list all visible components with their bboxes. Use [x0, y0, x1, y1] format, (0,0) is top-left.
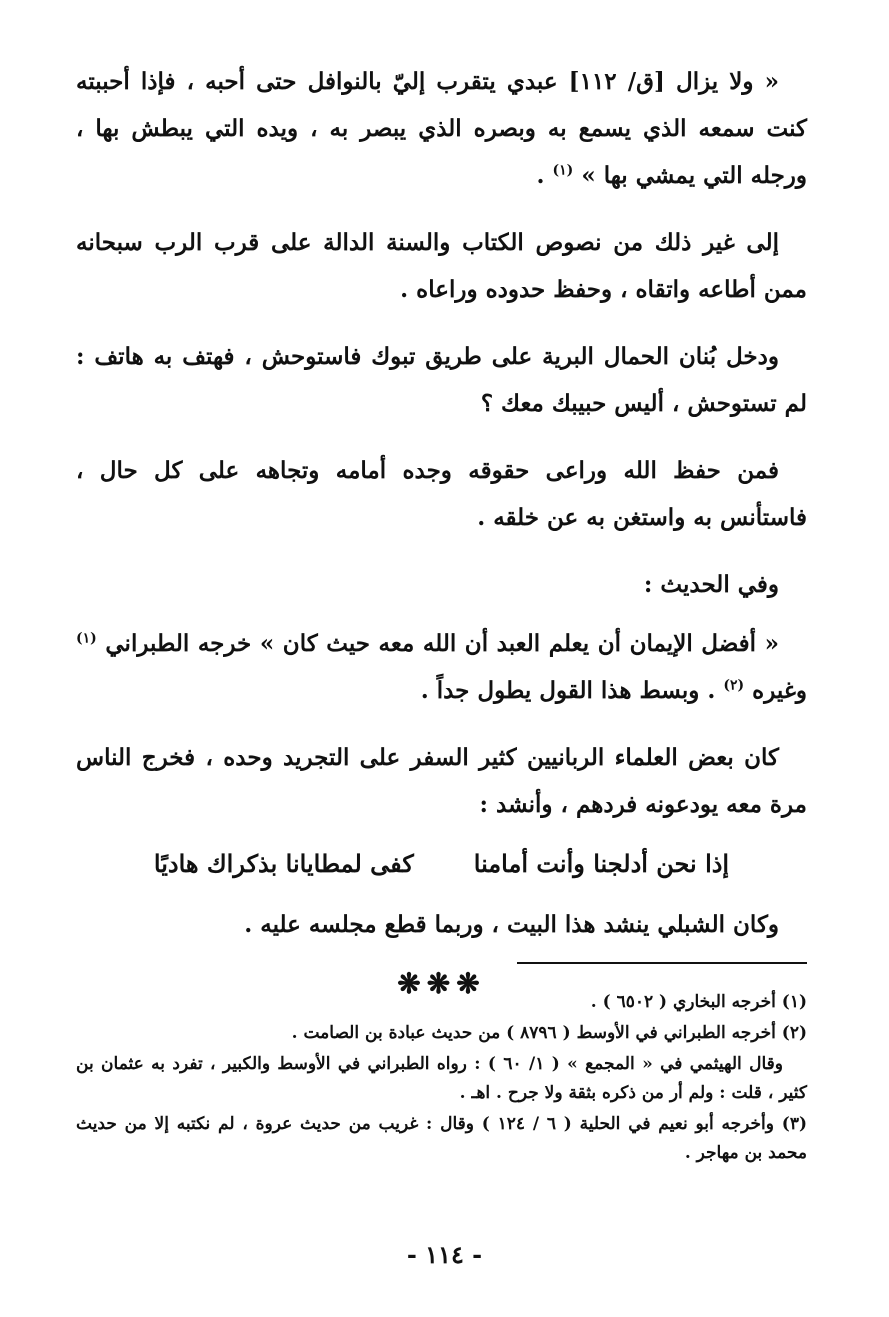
- footnote-text: (٣) وأخرجه أبو نعيم في الحلية ( ٦ / ١٢٤ ) وقال : غريب من حديث عروة ، لم نكتبه إلا من حديث محمد بن مهاجر .: [76, 1114, 807, 1163]
- footnote-marker[interactable]: (١): [552, 162, 574, 179]
- paragraph-text: فمن حفظ الله وراعى حقوقه وجده أمامه وتجاهه على كل حال ، فاستأنس به واستغن به عن خلقه .: [76, 457, 807, 531]
- footnote-divider: [517, 962, 807, 964]
- footnote-marker[interactable]: (٢): [723, 677, 745, 694]
- paragraph-text: إلى غير ذلك من نصوص الكتاب والسنة الدالة على قرب الرب سبحانه ممن أطاعه واتقاه ، وحفظ حدوده وراعاه .: [76, 229, 807, 303]
- paragraph-bunan: [76, 333, 807, 427]
- paragraph-shibli: [76, 901, 807, 948]
- paragraph-hifz: [76, 447, 807, 541]
- poetry-verse: [76, 840, 807, 887]
- paragraph-text: كان بعض العلماء الربانيين كثير السفر على التجريد وحده ، فخرج الناس مرة معه يودعونه فردهم ، وأنشد :: [76, 744, 807, 818]
- paragraph-afdal-iman: [76, 620, 807, 714]
- paragraph-mid: وغيره: [744, 677, 807, 704]
- section-separator: ❋❋❋: [397, 967, 486, 1000]
- footnote-text: وقال الهيثمي في « المجمع » ( ١/ ٦٠ ) : رواه الطبراني في الأوسط والكبير ، تفرد به عثمان بن كثير ، قلت : ولم أر من ذكره بثقة ولا جرح . اهـ .: [76, 1054, 807, 1103]
- footnote-2-haythami: [76, 1050, 807, 1108]
- paragraph-text: ودخل بُنان الحمال البرية على طريق تبوك فاستوحش ، فهتف به هاتف : لم تستوحش ، أليس حبيبك معك ؟: [76, 343, 807, 417]
- verse-first-hemistich: إذا نحن أدلجنا وأنت أمامنا: [473, 849, 730, 878]
- paragraph-text: وكان الشبلي ينشد هذا البيت ، وربما قطع مجلسه عليه .: [244, 911, 779, 938]
- footnote-text: (١) أخرجه البخاري ( ٦٥٠٢ ) .: [590, 992, 807, 1012]
- paragraph-tail: . وبسط هذا القول يطول جداً .: [420, 677, 724, 704]
- paragraph-tail: .: [536, 162, 553, 189]
- paragraph-text: وفي الحديث :: [643, 571, 779, 598]
- footnote-2: [76, 1019, 807, 1048]
- footnotes: [76, 988, 807, 1170]
- verse-second-hemistich: كفى لمطايانا بذكراك هاديًا: [153, 849, 414, 878]
- paragraph-hadith-nawafil: [76, 58, 807, 199]
- paragraph-rabbaniyyin: [76, 734, 807, 828]
- footnote-3: [76, 1110, 807, 1168]
- footnote-marker[interactable]: (١): [76, 630, 97, 647]
- footnote-text: (٢) أخرجه الطبراني في الأوسط ( ٨٧٩٦ ) من حديث عبادة بن الصامت .: [291, 1023, 807, 1043]
- paragraph-text: « أفضل الإيمان أن يعلم العبد أن الله معه حيث كان » خرجه الطبراني: [105, 630, 779, 657]
- paragraph-wa-fil-hadith: [76, 561, 807, 608]
- footnote-1: [76, 988, 807, 1017]
- paragraph-nusus: [76, 219, 807, 313]
- paragraph-text: « ولا يزال [ق/ ١١٢] عبدي يتقرب إليّ بالنوافل حتى أحبه ، فإذا أحببته كنت سمعه الذي يسمع به وبصره الذي يبصر به ، ويده التي يبطش بها ، ورجله التي يمشي بها »: [76, 68, 807, 189]
- page-number: - ١١٤ -: [406, 1240, 483, 1269]
- main-text: [76, 58, 807, 1007]
